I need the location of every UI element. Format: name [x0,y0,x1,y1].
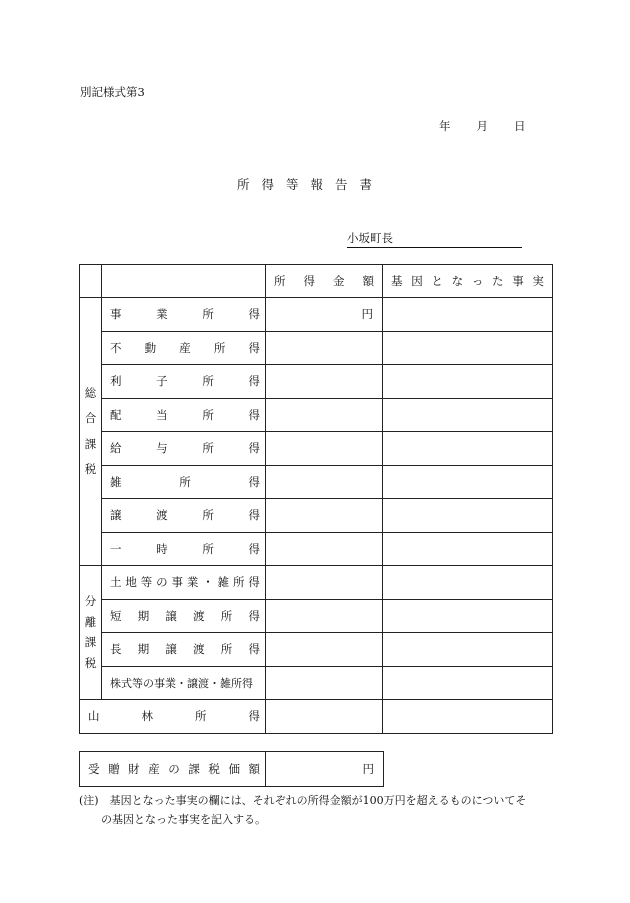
table-row [80,599,553,633]
gift-label-char: 産 [148,762,160,776]
table-row [80,398,553,432]
basis-fact-field[interactable] [383,331,553,365]
basis-fact-field[interactable] [383,432,553,466]
gift-label-char: 税 [208,762,220,776]
income-type-char: 与 [156,441,168,456]
table-header-row [80,265,553,298]
gift-valuation-amount[interactable]: 円 [266,752,384,787]
income-amount-field[interactable] [266,398,383,432]
income-type-label [102,432,266,466]
header-basis-fact-char: 事 [512,274,524,288]
separate-taxation-label-char: 課 [84,635,97,649]
header-blank-1 [80,265,102,298]
income-type-label [102,499,266,533]
timber-income-char: 林 [141,709,153,724]
income-type-char: 動 [144,340,157,355]
document-title: 所得等報告書 [237,177,385,192]
income-type-char: 所 [202,441,214,456]
table-row [80,365,553,399]
basis-fact-field[interactable] [383,499,553,533]
income-type-label [102,331,266,365]
income-type-char: 所 [179,474,191,489]
income-type-char: 所 [220,642,233,657]
income-amount-field[interactable] [266,465,383,499]
income-amount-field[interactable] [266,532,383,566]
income-type-char: 等 [140,575,153,590]
gift-label-char: の [168,762,180,776]
income-amount-field[interactable] [266,499,383,533]
gift-label-char: 額 [248,762,260,776]
gift-label-char: 財 [128,762,140,776]
income-type-char: 当 [156,407,168,422]
table-row [80,666,553,700]
income-type-char: 配 [110,407,122,422]
comprehensive-taxation-label [80,298,102,566]
income-type-char: 時 [156,541,168,556]
income-table [79,264,553,734]
header-basis-fact-char: 実 [532,274,544,288]
income-type-char: 一 [110,541,122,556]
income-type-char: 得 [248,307,260,322]
basis-fact-field[interactable] [383,599,553,633]
income-type-label [102,532,266,566]
form-number-label: 別記様式第3 [80,85,145,99]
recipient-field[interactable]: 小坂町長 [347,230,522,248]
income-type-char: 業 [156,307,168,322]
header-basis-fact-char: っ [471,274,484,288]
table-row [80,532,553,566]
timber-income-char: 所 [195,709,207,724]
header-income-amount-char: 金 [333,274,345,288]
basis-fact-field[interactable] [383,566,553,600]
income-type-label: 株式等の事業・譲渡・雑所得 [102,666,266,700]
income-type-char: 得 [248,575,260,590]
header-income-amount-char: 所 [274,274,286,288]
income-type-char: 得 [248,474,260,489]
income-amount-field[interactable] [266,566,383,600]
table-row [80,700,553,734]
date-line [439,118,526,134]
income-amount-field[interactable] [266,599,383,633]
gift-label-char: 課 [188,762,200,776]
income-type-char: 期 [137,642,150,657]
basis-fact-field[interactable] [383,465,553,499]
income-type-char: 短 [110,608,122,623]
comprehensive-taxation-label-char: 課 [84,436,97,451]
comprehensive-taxation-label-char: 税 [84,462,97,476]
income-type-char: 得 [248,541,260,556]
income-type-char: 得 [248,441,260,456]
income-type-char: 事 [171,575,183,590]
income-type-char: 産 [179,340,191,355]
header-basis-fact-char: 基 [391,274,403,288]
basis-fact-field[interactable] [383,532,553,566]
income-type-char: 利 [110,374,122,389]
header-blank-2 [102,265,266,298]
income-type-char: 給 [110,441,122,456]
income-type-label [102,298,266,332]
table-row [80,298,553,332]
basis-fact-field[interactable] [383,365,553,399]
separate-taxation-label-char: 分 [84,594,97,608]
income-type-char: の [156,575,168,590]
income-amount-field[interactable] [266,331,383,365]
income-amount-field[interactable] [266,633,383,667]
separate-taxation-label-char: 離 [84,614,97,629]
income-amount-field[interactable] [266,432,383,466]
income-amount-field[interactable]: 円 [266,298,383,332]
header-basis-fact-char: た [492,274,504,288]
header-income-amount [266,265,383,298]
income-type-char: 期 [137,608,150,623]
income-amount-field[interactable] [266,666,383,700]
income-type-char: 所 [202,374,214,389]
gift-valuation-label [80,752,266,787]
income-type-label [102,633,266,667]
income-type-char: 業 [186,575,199,590]
separate-taxation-label-char: 税 [84,655,97,670]
header-basis-fact-char: 因 [411,274,423,288]
header-basis-fact-char: と [431,274,443,288]
header-basis-fact-char: な [451,274,464,288]
basis-fact-field[interactable] [383,666,553,700]
income-type-char: 渡 [156,508,168,523]
date-month: 月 [476,119,488,133]
income-type-char: 所 [233,575,245,590]
income-type-char: 所 [202,508,214,523]
income-type-char: 譲 [165,642,177,657]
comprehensive-taxation-label-char: 総 [84,385,97,400]
income-type-label [102,398,266,432]
basis-fact-field[interactable] [383,633,553,667]
basis-fact-field[interactable] [383,700,553,734]
header-income-amount-char: 得 [303,274,315,288]
income-type-label [102,365,266,399]
income-type-label [102,465,266,499]
income-amount-field[interactable] [266,700,383,734]
income-type-char: 得 [248,374,260,389]
income-type-char: 子 [156,374,168,389]
timber-income-char: 山 [88,709,100,724]
income-type-char: 不 [110,340,122,355]
basis-fact-field[interactable] [383,298,553,332]
income-type-label [102,566,266,600]
income-type-char: 長 [110,642,122,657]
income-type-char: 事 [110,307,122,322]
income-type-char: 雑 [217,575,230,590]
income-type-char: 所 [220,608,233,623]
table-row [80,633,553,667]
table-row [80,499,553,533]
date-day: 日 [514,119,526,133]
income-type-char: 雑 [110,474,122,489]
income-type-char: 所 [202,407,214,422]
income-type-label [102,599,266,633]
income-type-char: ・ [202,575,214,590]
comprehensive-taxation-label-char: 合 [84,411,97,425]
timber-income-label [80,700,266,734]
footnote-line-2: の基因となった事実を記入する。 [101,813,266,826]
date-year: 年 [439,119,451,133]
table-row [80,566,553,600]
timber-income-char: 得 [248,709,260,724]
table-row [80,331,553,365]
income-type-char: 所 [202,541,214,556]
gift-label-char: 贈 [108,762,120,776]
income-type-char: 渡 [193,608,205,623]
separate-taxation-label [80,566,102,700]
income-type-char: 渡 [193,642,205,657]
footnote [79,791,559,829]
income-type-char: 得 [248,340,260,355]
gift-valuation-table [79,751,384,787]
income-type-char: 得 [248,508,260,523]
basis-fact-field[interactable] [383,398,553,432]
table-row [80,432,553,466]
income-type-char: 得 [248,608,260,623]
gift-label-char: 価 [228,762,240,776]
income-type-char: 得 [248,407,260,422]
header-basis-fact [383,265,553,298]
footnote-line-1: (注) 基因となった事実の欄には、それぞれの所得金額が100万円を超えるものについてそ [79,794,527,807]
gift-label-char: 受 [88,762,100,776]
income-type-char: 譲 [110,508,122,523]
income-type-char: 所 [202,307,214,322]
table-row [80,465,553,499]
header-income-amount-char: 額 [362,274,374,288]
income-type-char: 土 [110,575,122,590]
income-type-char: 所 [213,340,226,355]
income-amount-field[interactable] [266,365,383,399]
income-type-char: 得 [248,642,260,657]
income-type-char: 地 [125,575,137,590]
income-type-char: 譲 [165,608,177,623]
